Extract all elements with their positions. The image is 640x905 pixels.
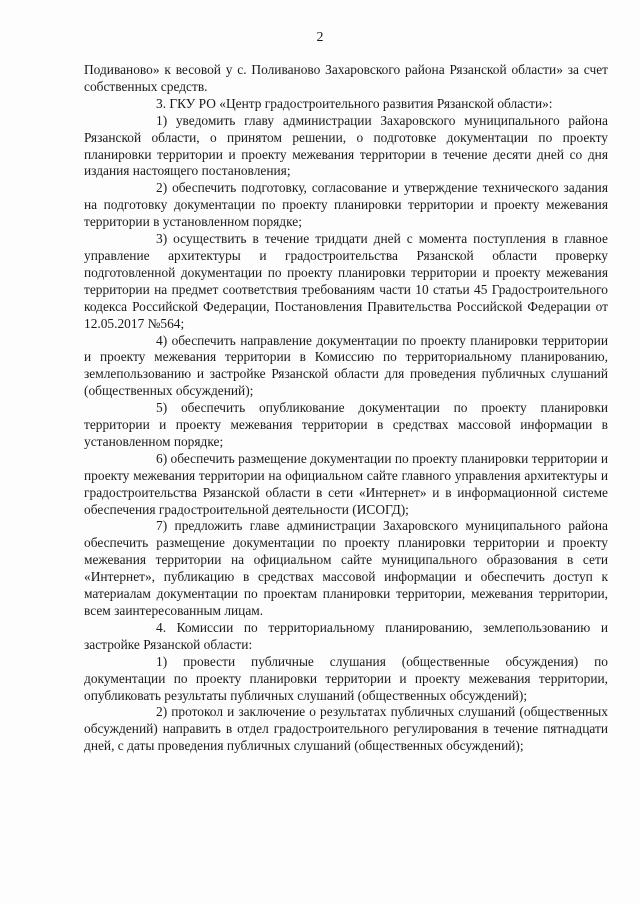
paragraph-text: протокол и заключение о результатах публичных слушаний (общественных обсуждений) направить в отдел градостроительного регулирования в течение пятнадцати дней, с даты проведения публичных слушаний (общественных обсуждений); <box>84 704 608 754</box>
paragraph-3-6 <box>84 451 608 519</box>
paragraph-text: осуществить в течение тридцати дней с момента поступления в главное управление архитектуры и градостроительства Рязанской области проверку подготовленной документации по проекту планировки территории и проекту межевания территории на предмет соответствия требованиям части 10 статьи 45 Градостроительного кодекса Российской Федерации, Постановления Правительства Российской Федерации от 12.05.2017 №564; <box>84 231 608 331</box>
document-body <box>84 62 608 755</box>
paragraph-4-2 <box>84 704 608 755</box>
paragraph-3-1 <box>84 113 608 181</box>
paragraph-text: обеспечить опубликование документации по проекту планировки территории и проекту межевания территории в средствах массовой информации в установленном порядке; <box>84 400 608 449</box>
paragraph-number: 2) <box>156 180 168 196</box>
paragraph-number: 3. <box>156 95 167 111</box>
paragraph-3-7 <box>84 518 608 619</box>
paragraph-text: обеспечить направление документации по проекту планировки территории и проекту межевания территории в Комиссию по территориальному планированию, землепользованию и застройке Рязанской области для проведения публичных слушаний (общественных обсуждений); <box>84 332 608 399</box>
paragraph-continuation <box>84 62 608 96</box>
paragraph-number: 4) <box>156 332 168 348</box>
paragraph-number: 6) <box>156 450 168 466</box>
paragraph-3-5 <box>84 400 608 451</box>
paragraph-number: 3) <box>156 231 168 247</box>
paragraph-text: уведомить главу администрации Захаровского муниципального района Рязанской области, о принятом решении, о подготовке документации по проекту планировки территории и проекту межевания территории в течение десяти дней со дня издания настоящего постановления; <box>84 112 608 179</box>
paragraph-3-2 <box>84 180 608 231</box>
paragraph-text: Комиссии по территориальному планированию, землепользованию и застройке Рязанской области: <box>84 619 608 652</box>
paragraph-4-1 <box>84 654 608 705</box>
paragraph-3-3 <box>84 231 608 332</box>
paragraph-section-4 <box>84 620 608 654</box>
paragraph-text: обеспечить размещение документации по проекту планировки территории и проекту межевания территории на официальном сайте главного управления архитектуры и градостроительства Рязанской области в сети «Интернет» и в информационной системе обеспечения градостроительной деятельности (ИСОГД); <box>84 450 608 517</box>
paragraph-text: предложить главе администрации Захаровского муниципального района обеспечить размещение документации по проекту планировки территории и проекту межевания территории на официальном сайте муниципального образования в сети «Интернет», публикацию в средствах массовой информации и обеспечить доступ к материалам документации по проектам планировки территории, межевания территории, всем заинтересованным лицам. <box>84 518 608 618</box>
paragraph-3-4 <box>84 333 608 401</box>
paragraph-text: ГКУ РО «Центр градостроительного развития Рязанской области»: <box>169 95 553 111</box>
paragraph-number: 4. <box>156 619 167 635</box>
paragraph-section-3 <box>84 96 608 113</box>
paragraph-number: 1) <box>156 653 168 669</box>
paragraph-number: 5) <box>156 400 168 416</box>
paragraph-number: 7) <box>156 518 168 534</box>
paragraph-number: 1) <box>156 112 168 128</box>
paragraph-number: 2) <box>156 704 168 720</box>
paragraph-text: провести публичные слушания (общественные обсуждения) по документации по проекту планировки территории и проекту межевания территории, опубликовать результаты публичных слушаний (общественных обсуждений); <box>84 653 608 703</box>
paragraph-text: обеспечить подготовку, согласование и утверждение технического задания на подготовку документации по проекту планировки территории и проекту межевания территории в установленном порядке; <box>84 180 608 230</box>
paragraph-text: Подиваново» к весовой у с. Поливаново Захаровского района Рязанской области» за счет собственных средств. <box>84 62 608 94</box>
page-number: 2 <box>316 30 324 45</box>
